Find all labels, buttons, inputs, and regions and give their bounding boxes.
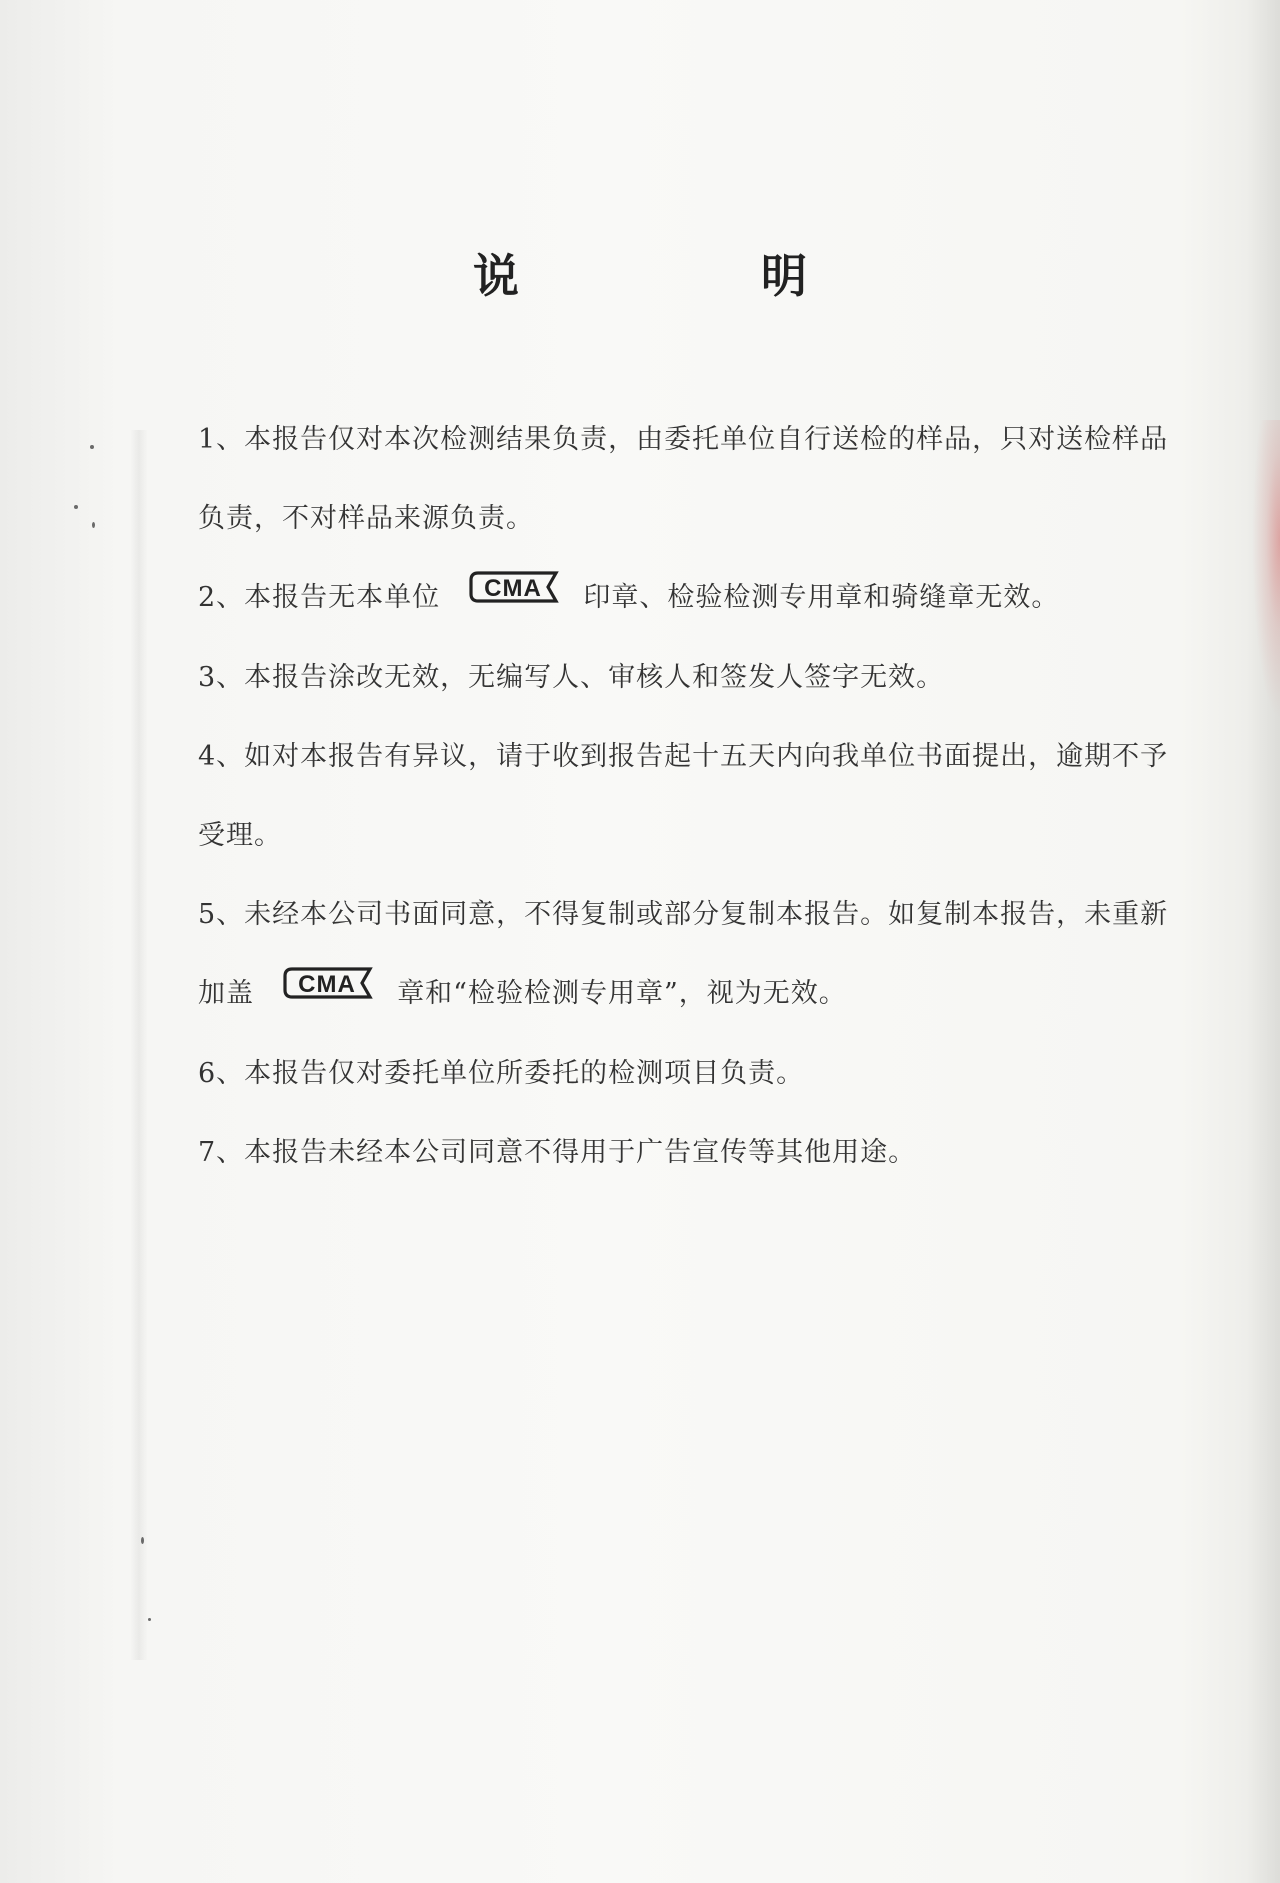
- speck: [74, 505, 78, 509]
- cma-mark-text: CMA: [297, 971, 356, 998]
- notes-list: [198, 400, 1178, 1192]
- page-title: 说 明: [473, 249, 905, 303]
- note-item-4: 4、如对本报告有异议，请于收到报告起十五天内向我单位书面提出，逾期不予受理。: [198, 741, 1169, 851]
- note-item-5-after: 章和“检验检测专用章”，视为无效。: [397, 978, 847, 1009]
- cma-mark-text: CMA: [483, 575, 542, 602]
- cma-mark-icon: [468, 556, 562, 635]
- note-item-1: 1、本报告仅对本次检测结果负责，由委托单位自行送检的样品，只对送检样品负责，不对样品来源负责。: [198, 424, 1169, 534]
- note-item-3: 3、本报告涂改无效，无编写人、审核人和签发人签字无效。: [198, 662, 945, 693]
- seal-bleed: [1252, 420, 1280, 720]
- note-item-7: 7、本报告未经本公司同意不得用于广告宣传等其他用途。: [198, 1137, 917, 1168]
- speck: [148, 1618, 151, 1621]
- note-item-2-before: 2、本报告无本单位: [198, 582, 441, 613]
- speck: [92, 522, 95, 528]
- note-item-2: [198, 558, 1178, 638]
- binding-shadow: [130, 430, 148, 1660]
- note-item-6: 6、本报告仅对委托单位所委托的检测项目负责。: [198, 1058, 805, 1089]
- speck: [90, 445, 94, 449]
- cma-mark-icon: [282, 952, 376, 1031]
- note-item-5: [198, 875, 1178, 1034]
- speck: [141, 1537, 144, 1544]
- note-item-2-after: 印章、检验检测专用章和骑缝章无效。: [583, 582, 1060, 613]
- note-item-5-before: 5、未经本公司书面同意，不得复制或部分复制本报告。如复制本报告，未重新加盖: [198, 899, 1169, 1009]
